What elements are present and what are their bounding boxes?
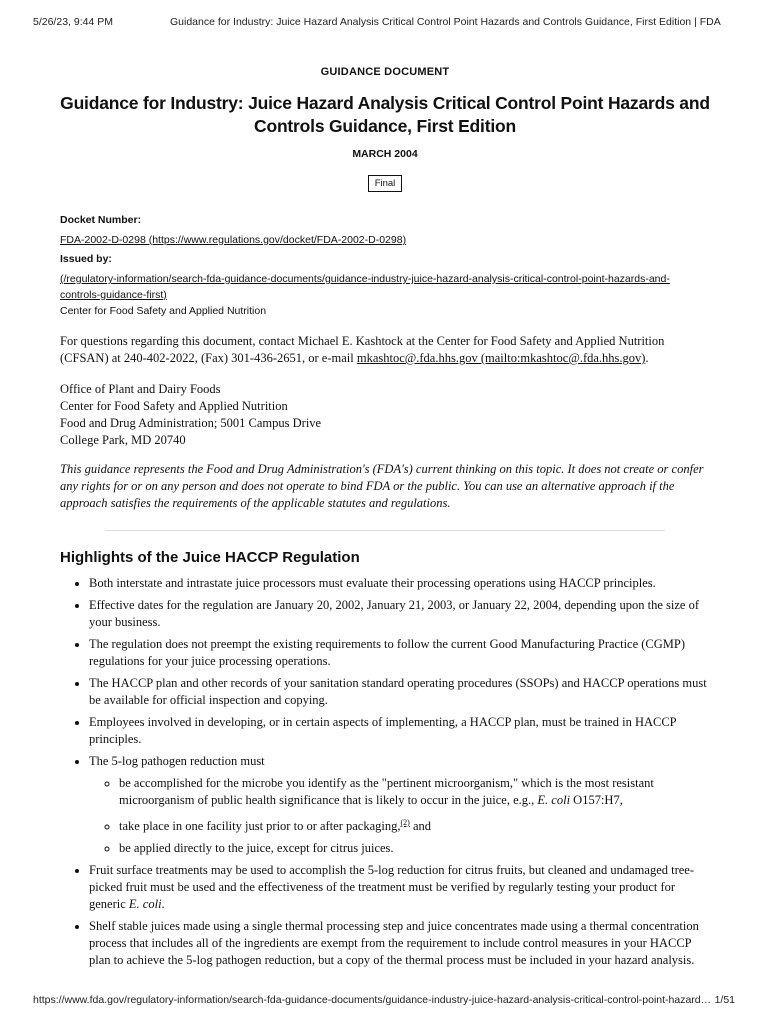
document-metadata [60,212,710,319]
section-divider [105,530,665,531]
document-content [60,66,710,974]
page-title: Guidance for Industry: Juice Hazard Analysis Critical Control Point Hazards and Controls Guidance, First Edition [60,93,710,136]
document-type: GUIDANCE DOCUMENT [320,66,450,78]
address-line: Center for Food Safety and Applied Nutrition [60,399,288,413]
address-line: Food and Drug Administration; 5001 Campus Drive [60,416,322,430]
issued-by-org: Center for Food Safety and Applied Nutrition [60,305,267,317]
issued-by-label: Issued by: [60,253,112,265]
sub-list [89,775,710,857]
contact-paragraph: For questions regarding this document, contact Michael E. Kashtock at the Center for Food Safety and Applied Nutrition (CFSAN) at 240-402-2022, (Fax) 301-436-2651, or e-mail mkashtoc@.fda.hhs.gov (mailto:mkashtoc@.fda.hhs.gov). [60,334,665,365]
docket-label: Docket Number: [60,214,142,226]
docket-link[interactable]: FDA-2002-D-0298 (https://www.regulations.gov/docket/FDA-2002-D-0298) [60,234,407,246]
status-badge: Final [368,175,403,192]
list-item: • The regulation does not preempt the existing requirements to follow the current Good Manufacturing Practice (CGMP) regulations for your juice processing operations. [89,636,710,670]
highlights-heading: Highlights of the Juice HACCP Regulation [60,549,360,566]
list-item: • The 5-log pathogen reduction must ◦ be accomplished for the microbe you identify as the "pertinent microorganism," which is the most resistant microorganism of public health significance that is likely to occur in the juice, e.g., E. coli O157:H7, ◦ take place in one facility just prior to or after packaging,$^{(2)}$ and ◦ be applied directly to the juice, except for citrus juices. [89,753,710,857]
print-date: 5/26/23, 9:44 PM [33,16,113,28]
sub-list-item: ◦ take place in one facility just prior to or after packaging,$^{(2)}$ and [119,814,710,835]
disclaimer: This guidance represents the Food and Drug Administration's (FDA's) current thinking on this topic. It does not create or confer any rights for or on any person and does not operate to bind FDA or the public. You can use an alternative approach if the approach satisfies the requirements of the applicable statutes and regulations. [60,462,704,510]
print-page-title: Guidance for Industry: Juice Hazard Analysis Critical Control Point Hazards and Controls Guidance, First Edition | FDA [170,16,721,28]
email-link[interactable]: mkashtoc@.fda.hhs.gov (mailto:mkashtoc@.fda.hhs.gov) [356,351,646,365]
highlights-list [60,575,710,969]
mailing-address [60,381,710,449]
sub-list-item: ◦ be accomplished for the microbe you identify as the "pertinent microorganism," which is the most resistant microorganism of public health significance that is likely to occur in the juice, e.g., E. coli O157:H7, [119,775,710,809]
list-item: • Fruit surface treatments may be used to accomplish the 5-log reduction for citrus fruits, but cleaned and undamaged tree-picked fruit must be used and the effectiveness of the treatment must be verified by regularly testing your product for generic E. coli. [89,862,710,913]
footnote-link[interactable]: (2) [400,818,410,827]
print-url: https://www.fda.gov/regulatory-information/search-fda-guidance-documents/guidance-industry-juice-hazard-analysis-critical-control-point-hazard… [33,994,712,1006]
document-date: MARCH 2004 [352,148,418,160]
list-item: • Both interstate and intrastate juice processors must evaluate their processing operations using HACCP principles. [89,575,710,592]
list-item: • Effective dates for the regulation are January 20, 2002, January 21, 2003, or January 22, 2004, depending upon the size of your business. [89,597,710,631]
list-item: • Employees involved in developing, or in certain aspects of implementing, a HACCP plan, must be trained in HACCP principles. [89,714,710,748]
page-number: 1/51 [714,994,735,1006]
sub-list-item: ◦ be applied directly to the juice, except for citrus juices. [119,840,710,857]
address-line: Office of Plant and Dairy Foods [60,382,221,396]
issued-by-link[interactable]: (/regulatory-information/search-fda-guidance-documents/guidance-industry-juice-hazard-analysis-critical-control-point-hazards-and- controls-guidance-first) [60,273,670,301]
list-item: • Shelf stable juices made using a single thermal processing step and juice concentrates made using a thermal concentration process that includes all of the ingredients are exempt from the requirement to include control measures in your HACCP plan to achieve the 5-log pathogen reduction, but a copy of the thermal process must be included in your hazard analysis. [89,918,710,969]
list-item: • The HACCP plan and other records of your sanitation standard operating procedures (SSOPs) and HACCP operations must be available for official inspection and copying. [89,675,710,709]
address-line: College Park, MD 20740 [60,433,186,447]
